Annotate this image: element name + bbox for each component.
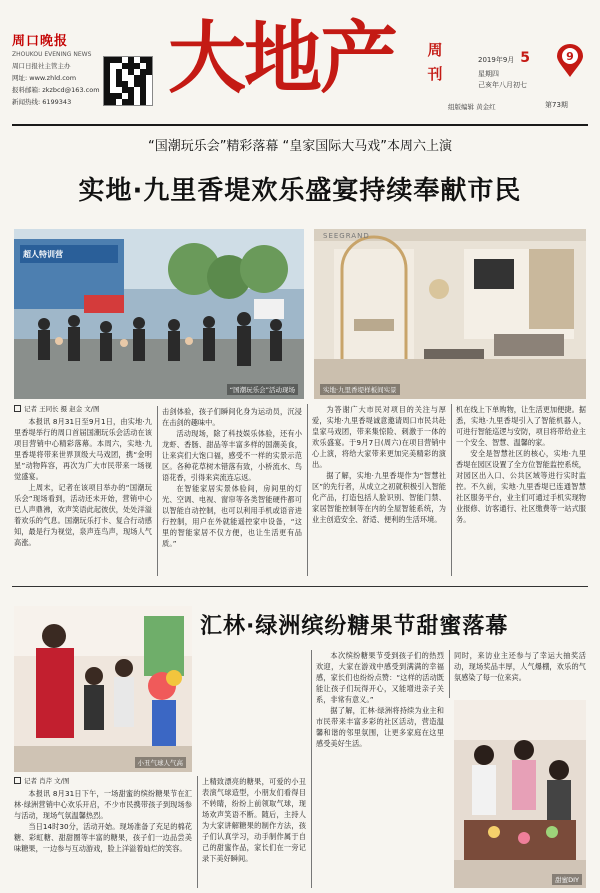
column-divider (449, 650, 450, 698)
photo-caption: “国潮玩乐会”活动现场 (227, 384, 298, 395)
candy-festival-photo (14, 606, 192, 772)
article-column (14, 416, 152, 576)
paragraph: 击剑体验，孩子们瞬间化身为运动员，沉浸在击剑的趣味中。 (162, 407, 302, 427)
weekly-label: 周刊 (427, 41, 443, 83)
section-rule (12, 586, 588, 587)
lunar-date: 己亥年八月初七 (478, 80, 527, 89)
paragraph: 本报讯 8月31日至9月1日，由实地·九里香堤举行的周口首届国潮玩乐会活动在该项目营销中心精彩落幕。本周六，实地·九里香堤将带来世界顶级大马戏团，携“金明星”动物阵容，再次为广大市民带来一场视觉盛宴。 (14, 417, 152, 481)
paragraph: 机在线上下单购物，让生活更加便捷。据悉，实地·九里香堤引入了智能机器人，可进行智能巡逻与安防，项目将带给业主一个安全、智慧、温馨的家。 (456, 405, 586, 447)
column-divider (451, 404, 452, 576)
paper-name: 周口晚报 (12, 34, 69, 49)
paragraph: 本次缤纷糖果节受到孩子们的热烈欢迎，大家在游戏中感受到满满的幸福感，家长们也纷纷点赞：“这样的活动既能让孩子们玩得开心，又能增进亲子关系，非常有意义。” (316, 651, 444, 704)
info-line: 新闻热线: 6199343 (12, 98, 72, 106)
paragraph: 据了解，实地·九里香堤作为“智慧社区”的先行者，从成立之初就积极引入智能化产品，打造包括人脸识别、智能门禁、家居智能控制等在内的全屋智能系统，为业主创造安全、舒适、便利的生活环境。 (312, 471, 446, 524)
candy-festival-image (14, 606, 192, 772)
diy-photo (454, 700, 586, 888)
photo-caption: 小丑气球人气高 (135, 757, 187, 768)
article-column (454, 650, 586, 698)
paragraph: 当日14时30分，活动开始。现场准备了充足的棉花糖、彩虹糖、甜甜圈等丰富的糖果，孩子们一边品尝美味糖果，一边参与互动游戏，脸上洋溢着灿烂的笑容。 (14, 822, 192, 853)
weekday: 星期四 (478, 70, 499, 78)
event-photo (14, 229, 304, 399)
photo-credit: 记者 肖芹 文/图 (14, 776, 69, 785)
badge-number: 9 (566, 50, 574, 63)
editor-credit: 组版编辑 黄金红 (448, 103, 496, 111)
photo-credit: 记者 王同长 摄 赵金 文/图 (14, 404, 99, 413)
article-column (162, 406, 302, 576)
masthead-rule (12, 124, 588, 126)
event-sign: 超人特训营 (23, 250, 63, 259)
photo-caption: 甜蜜DIY (552, 874, 582, 885)
paper-subtitle: ZHOUKOU EVENING NEWS (12, 51, 92, 58)
section-title: 大地产 (168, 13, 397, 104)
subheadline: “国潮玩乐会”精彩落幕 “皇家国际大马戏”本周六上演 (147, 139, 453, 154)
showroom-photo-image (314, 229, 586, 399)
info-line: 周口日报社主管主办 (12, 62, 71, 70)
paragraph: 上精致漂亮的糖果，可爱的小丑表演气球造型，小朋友们看得目不转睛，纷纷上前领取气球，现场欢声笑语不断。随后，主持人为大家讲解糖果的制作方法，孩子们认真学习，动手制作属于自己的甜蜜作品，家长们在一旁记录下美好瞬间。 (202, 777, 306, 863)
showroom-photo (314, 229, 586, 399)
paragraph: 为答谢广大市民对项目的关注与厚爱，实地·九里香堤诚意邀请周口市民共赴皇家马戏团，带来集惊险、刺激于一体的欢乐盛宴。于9月7日(周六)在项目营销中心上演，将给大家带来更加完美精彩的演出。 (312, 405, 446, 469)
paragraph: 据了解，汇林·绿洲将持续为业主和市民带来丰富多彩的社区活动，营造温馨和谐的邻里氛围，让更多家庭在这里感受美好生活。 (316, 706, 444, 748)
column-divider (307, 404, 308, 576)
article-column (316, 650, 444, 888)
second-headline: 汇林·绿洲缤纷糖果节甜蜜落幕 (200, 614, 509, 639)
info-line: 网址: www.zhld.com (12, 74, 77, 82)
column-divider (197, 776, 198, 888)
date-day: 5 (520, 50, 531, 66)
paragraph: 上周末，记者在该项目举办的“国潮玩乐会”现场看到，活动还未开始，营销中心已人声鼎沸，欢声笑语此起彼伏，处处洋溢着欢乐的气息。国潮玩乐打卡、复合行动感知，最是行为视觉，泉声连鸟声，现场人气高涨。 (14, 483, 152, 547)
info-line: 报料邮箱: zkzbcd@163.com (12, 86, 100, 94)
paragraph: 同时，来访业主还参与了幸运大抽奖活动，现场奖品丰厚，人气爆棚，欢乐的气氛感染了每一位来宾。 (454, 651, 586, 682)
main-headline: 实地·九里香堤欢乐盛宴持续奉献市民 (78, 176, 522, 206)
article-column (14, 788, 192, 888)
page-badge-icon (556, 44, 584, 78)
issue-number: 第73期 (545, 101, 568, 109)
diy-photo-image (454, 700, 586, 888)
masthead (0, 0, 600, 124)
photo-caption: 实地·九里香堤样板间实景 (320, 384, 400, 395)
paragraph: 在智能家居实景体验间，房间里的灯光、空调、电视、窗帘等各类智能硬件都可以智能自动控制，也可以利用手机或语音进行控制，用户在外就能遥控家中设备，“这里的智能家居不仅方便，也让生活更有品质。” (162, 484, 302, 548)
date-text: 2019年9月 (478, 56, 515, 64)
paragraph: 安全是智慧社区的核心，实地·九里香堤在园区设置了全方位智能监控系统，对园区出入口、公共区域等进行实时监控。不久前，实地·九里香堤已连通智慧社区服务平台，业主们可通过手机实现物业报修、访客通行、社区缴费等一站式服务。 (456, 449, 586, 524)
issue-date (478, 48, 530, 90)
paragraph: 活动现场，除了科技娱乐体验，还有小龙虾、香肠、甜品等丰富多样的国潮美食，让来宾们大饱口福，感受不一样的实景示范区。各种花草树木错落有致，小桥流水、鸟语花香，引得来宾流连忘返。 (162, 429, 302, 482)
article-column (312, 404, 446, 576)
paragraph: 本报讯 8月31日下午，一场甜蜜的缤纷糖果节在汇林·绿洲营销中心欢乐开启，不少市民携带孩子到现场参与活动，现场气氛温馨热烈。 (14, 789, 192, 820)
column-divider (157, 406, 158, 576)
brand-sign: SEEGRAND (323, 232, 370, 240)
qr-code-icon[interactable] (103, 56, 153, 106)
article-column (456, 404, 586, 576)
article-column (202, 776, 306, 888)
column-divider (311, 650, 312, 888)
